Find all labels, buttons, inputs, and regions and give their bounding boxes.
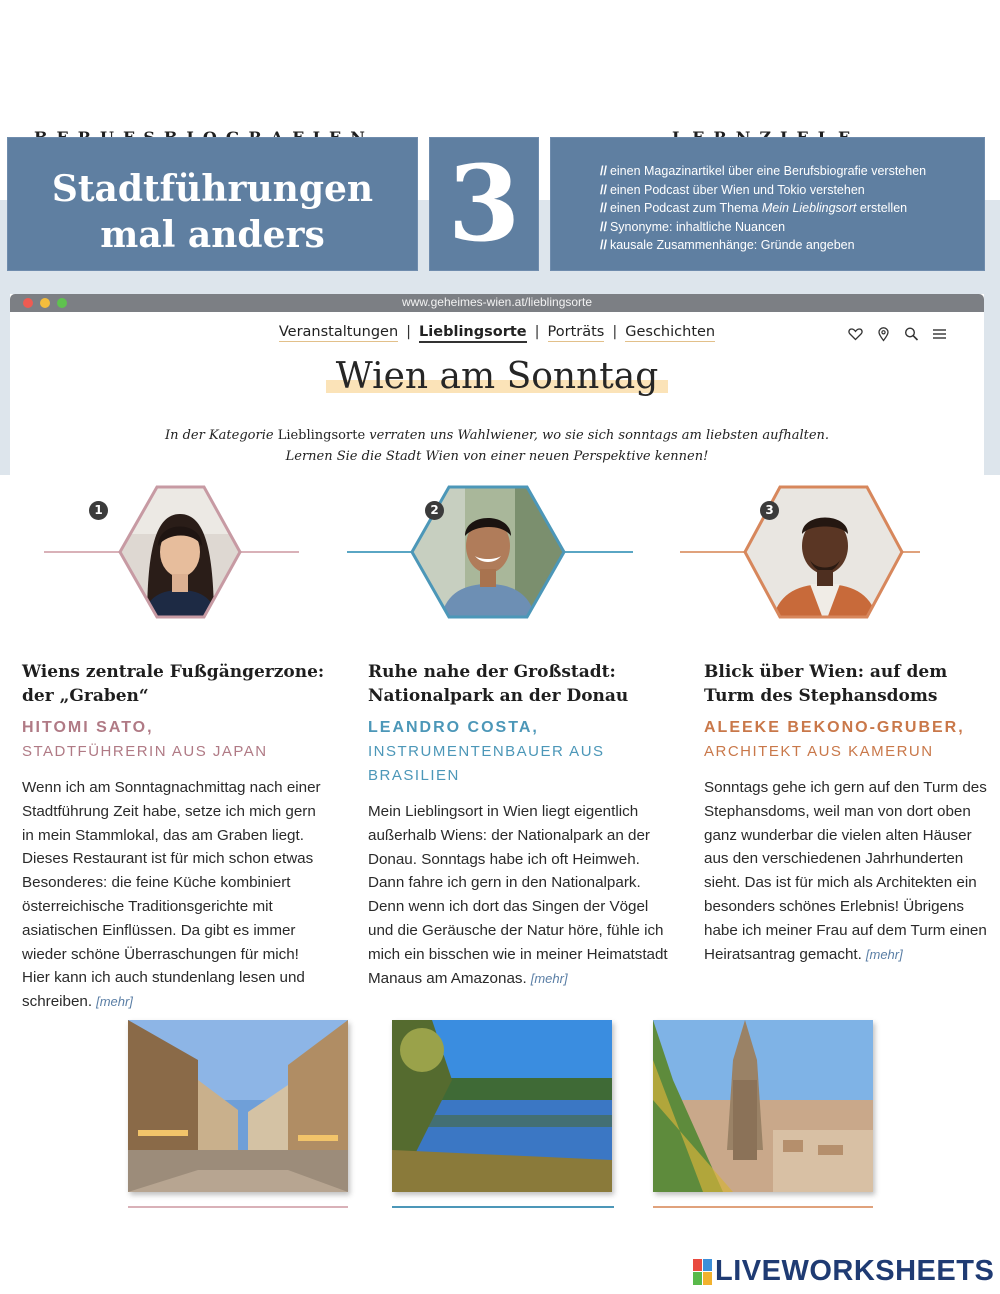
nav-icon-group [847,326,948,342]
portrait-hexagon [345,484,635,624]
learning-goal-item: // Synonyme: inhaltliche Nuancen [600,219,786,234]
intro-text: In der Kategorie [164,428,278,443]
site-navigation [10,324,984,340]
learning-goals-box [551,138,984,270]
portrait-hexagon [680,484,940,624]
profile-body [368,800,668,990]
profile-name: ALEEKE BEKONO-GRUBER, [704,719,965,736]
learning-goal-item: // kausale Zusammenhänge: Gründe angeben [600,238,855,253]
search-icon[interactable] [903,326,920,342]
profile-column-2 [368,660,668,990]
learning-goal-item: // einen Magazinartikel über eine Berufsbiografie verstehen [600,164,927,178]
heart-icon[interactable] [847,326,864,342]
photo-national-park-river [392,1020,612,1192]
profile-role-line2: BRASILIEN [368,767,460,784]
chapter-title-box [8,138,417,270]
profile-role: STADTFÜHRERIN AUS JAPAN [22,743,268,760]
chapter-title-line1: Stadtführungen [51,168,374,210]
chapter-number: 3 [447,142,521,265]
portrait-1 [44,484,304,624]
goal-marker: // [600,238,607,253]
profile-body-text: Sonntags gehe ich gern auf den Turm des Stephansdoms, weil man von dort oben ganz wunderbar die vielen alten Häuser aus den verschiedenen Jahrhunderten sieht. Das ist für mich als Architekten ein besonders schönes Erlebnis! Übrigens habe ich meiner Frau auf dem Turm einen Heiratsantrag gemacht. [704,779,987,963]
chapter-number-box [430,138,538,270]
goal-emphasis: Mein Lieblingsort [761,201,857,216]
photo-stephansdom-tower [653,1020,873,1192]
goal-marker: // [600,164,607,178]
location-pin-icon[interactable] [875,326,892,342]
divider-rule [128,1206,348,1208]
portrait-hexagon [44,484,304,624]
nav-separator: | [534,324,540,340]
page-title-text: Wien am Sonntag [326,356,669,397]
more-link[interactable]: [mehr] [96,994,133,1010]
profile-column-3 [704,660,994,966]
profile-name: HITOMI SATO, [22,719,154,736]
portrait-3 [680,484,940,624]
page-intro [10,425,984,467]
profile-column-1 [22,660,327,1014]
logo-mark-icon [693,1259,712,1285]
learning-goal-item: // einen Podcast zum Thema Mein Lieblingsort erstellen [600,201,908,216]
learning-goals-list [600,162,926,255]
browser-window [10,294,984,484]
nav-lieblingsorte[interactable]: Lieblingsorte [419,324,527,343]
profile-body-text: Wenn ich am Sonntagnachmittag nach einer Stadtführung Zeit habe, setze ich mich gern in mein Stammlokal, das am Graben liegt. Dieses Restaurant ist für mich schon etwas Besonderes: die feine Küche kombiniert österreichische Traditionsgerichte mit asiatischen Einflüssen. Da gibt es immer wieder schöne Überraschungen für mich! Hier kann ich auch stundenlang lesen und schreiben. [22,779,321,1011]
portrait-number-badge: 1 [89,501,108,520]
liveworksheets-logo[interactable] [693,1255,994,1288]
nav-portraets[interactable]: Porträts [547,324,605,340]
chapter-title [8,166,417,258]
divider-rule [653,1206,873,1208]
goal-marker: // [600,182,607,197]
divider-rule [392,1206,614,1208]
nav-separator: | [612,324,618,340]
intro-text: verraten uns Wahlwiener, wo sie sich sonntags am liebsten aufhalten. [365,428,830,443]
profile-body [22,776,327,1014]
profile-heading: Wiens zentrale Fußgängerzone: der „Graben“ [22,662,325,706]
page-title [10,356,984,397]
chapter-title-line2: mal anders [100,214,325,256]
portrait-number-badge: 3 [760,501,779,520]
goal-marker: // [600,201,607,216]
menu-icon[interactable] [931,326,948,342]
profile-heading: Ruhe nahe der Großstadt: Nationalpark an der Donau [368,662,629,706]
photo-graben-street [128,1020,348,1192]
more-link[interactable]: [mehr] [530,970,568,986]
learning-goal-item: // einen Podcast über Wien und Tokio verstehen [600,182,865,197]
intro-category: Lieblingsorte [277,428,366,443]
logo-text: LIVEWORKSHEETS [715,1255,995,1287]
nav-veranstaltungen[interactable]: Veranstaltungen [278,324,399,340]
profile-role: ARCHITEKT AUS KAMERUN [704,743,934,760]
browser-titlebar [10,294,984,312]
profile-heading: Blick über Wien: auf dem Turm des Stephansdoms [704,662,948,706]
intro-text-line2: Lernen Sie die Stadt Wien von einer neuen Perspektive kennen! [285,449,709,464]
portrait-2 [345,484,605,624]
goal-marker: // [600,219,607,234]
profile-body [704,776,994,966]
profile-role: INSTRUMENTENBAUER AUS [368,743,605,760]
nav-geschichten[interactable]: Geschichten [625,324,716,340]
profile-body-text: Mein Lieblingsort in Wien liegt eigentlich außerhalb Wiens: der Nationalpark an der Donau. Sonntags habe ich oft Heimweh. Dann fahre ich gern in den Nationalpark. Denn wenn ich dort das Singen der Vögel und die Geräusche der Natur höre, fühle ich mich ein bisschen wie in meiner Heimatstadt Manaus am Amazonas. [368,803,668,987]
more-link[interactable]: [mehr] [865,946,903,962]
portrait-number-badge: 2 [425,501,444,520]
address-bar-url[interactable]: www.geheimes-wien.at/lieblingsorte [401,295,593,309]
nav-separator: | [406,324,412,340]
profile-name: LEANDRO COSTA, [368,719,539,736]
